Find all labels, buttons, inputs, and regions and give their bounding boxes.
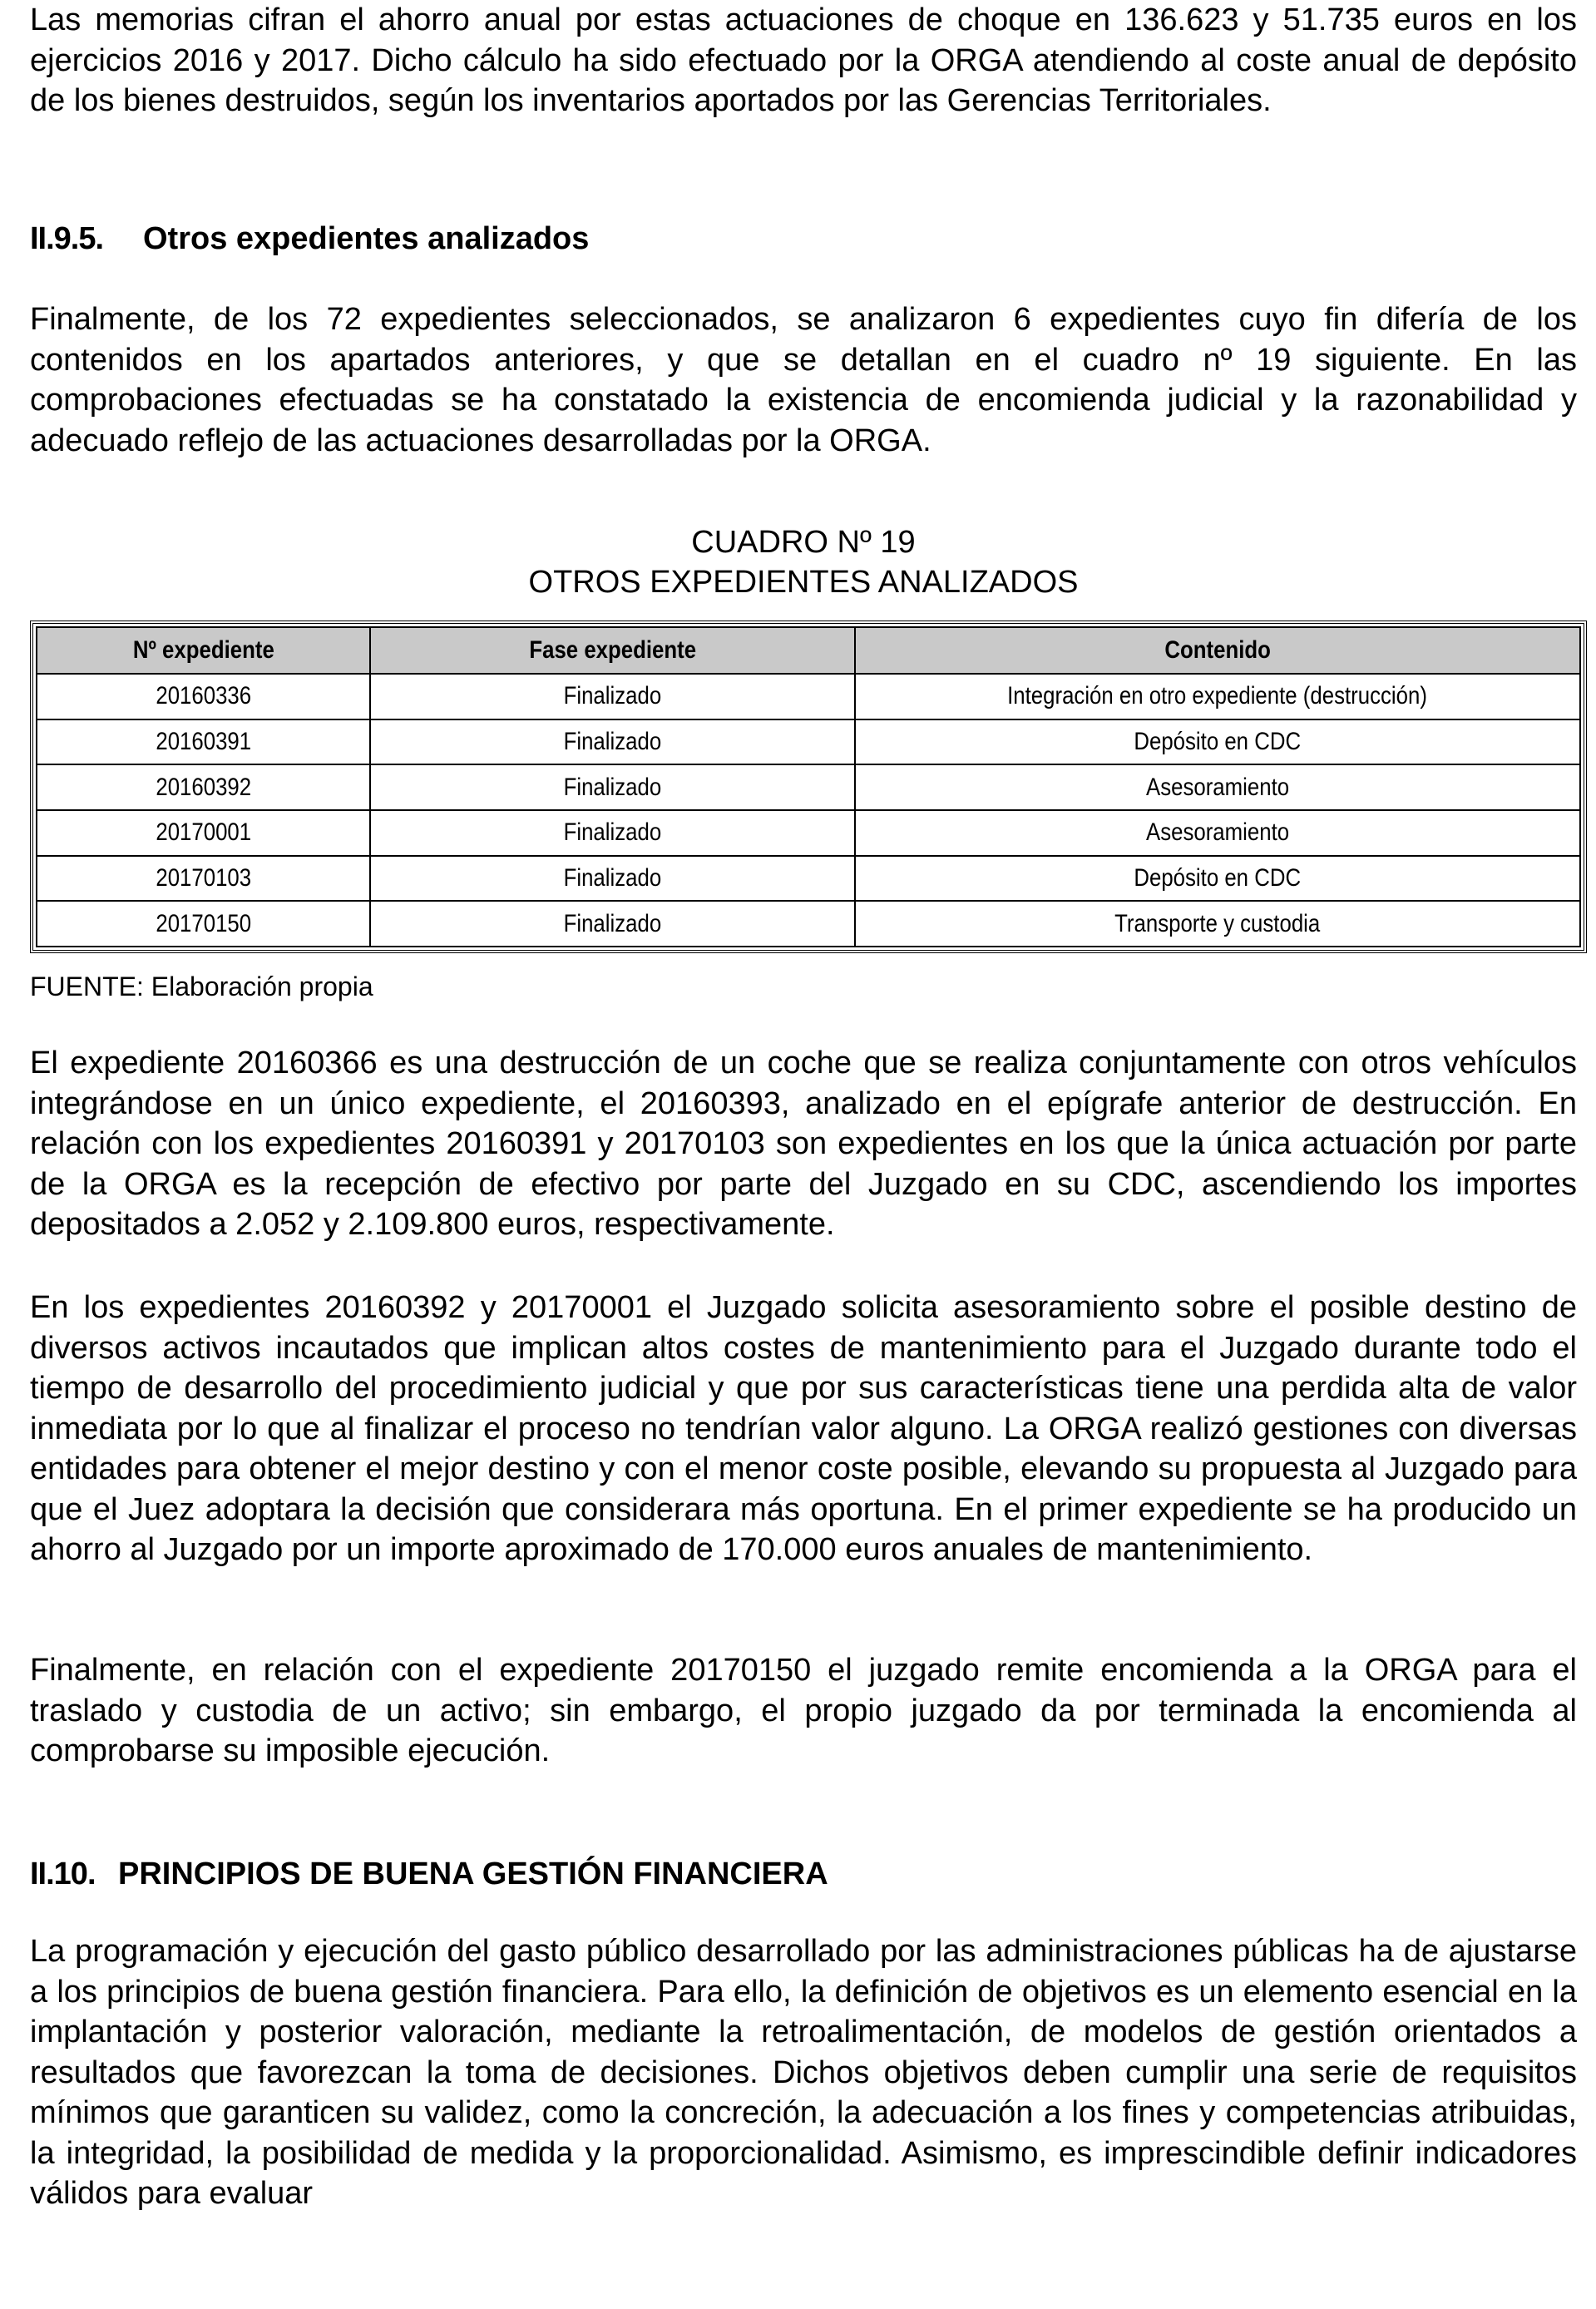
header-content: Contenido xyxy=(855,627,1580,674)
table-row xyxy=(37,719,1580,765)
table-row xyxy=(37,764,1580,810)
cell-content: Depósito en CDC xyxy=(855,719,1580,765)
paragraph-savings: Las memorias cifran el ahorro anual por estas actuaciones de choque en 136.623 y 51.735 euros en los ejercicios 2016 y 2017. Dicho cálculo ha sido efectuado por la ORGA atendiendo al coste anual de depósito de los bienes destruidos, según los inventarios aportados por las Gerencias Territoriales. xyxy=(30,2,1577,118)
table-source-note: FUENTE: Elaboración propia xyxy=(30,972,373,1001)
paragraph-financial-management: La programación y ejecución del gasto público desarrollado por las administraciones públicas ha de ajustarse a los principios de buena gestión financiera. Para ello, la definición de objetivos es un elemento esencial en la implantación y posterior valoración, mediante la retroalimentación, de modelos de gestión orientados a resultados que favorezcan la toma de decisiones. Dichos objetivos deben cumplir una serie de requisitos mínimos que garanticen su validez, como la concreción, la adecuación a los fines y competencias atribuidas, la integridad, la posibilidad de medida y la proporcionalidad. Asimismo, es imprescindible definir indicadores válidos para evaluar xyxy=(30,1934,1577,2211)
cell-file-number: 20160391 xyxy=(37,719,370,765)
table-row xyxy=(37,674,1580,719)
cell-file-number: 20170001 xyxy=(37,810,370,856)
table-row xyxy=(37,810,1580,856)
table-row xyxy=(37,856,1580,902)
table-caption-number: CUADRO Nº 19 xyxy=(691,525,916,560)
cell-file-phase: Finalizado xyxy=(370,764,855,810)
paragraph-intro-files: Finalmente, de los 72 expedientes seleccionados, se analizaron 6 expedientes cuyo fin difería de los contenidos en los apartados anteriores, y que se detallan en el cuadro nº 19 siguiente. En las comprobaciones efectuadas se ha constatado la existencia de encomienda judicial y la razonabilidad y adecuado reflejo de las actuaciones desarrolladas por la ORGA. xyxy=(30,302,1577,458)
section-heading-other-files xyxy=(30,221,589,257)
cell-file-phase: Finalizado xyxy=(370,810,855,856)
table-row xyxy=(37,901,1580,947)
cell-content: Asesoramiento xyxy=(855,810,1580,856)
cell-file-phase: Finalizado xyxy=(370,856,855,902)
files-table xyxy=(36,626,1581,947)
section-number: II.9.5. xyxy=(30,221,104,256)
section-heading-financial-principles xyxy=(30,1857,828,1892)
paragraph-transport-file: Finalmente, en relación con el expediente 20170150 el juzgado remite encomienda a la ORGA para el traslado y custodia de un activo; sin embargo, el propio juzgado da por terminada la encomienda al comprobarse su imposible ejecución. xyxy=(30,1653,1577,1768)
section-title: Otros expedientes analizados xyxy=(143,221,590,256)
paragraph-file-destruction: El expediente 20160366 es una destrucción de un coche que se realiza conjuntamente con otros vehículos integrándose en un único expediente, el 20160393, analizado en el epígrafe anterior de destrucción. En relación con los expedientes 20160391 y 20170103 son expedientes en los que la única actuación por parte de la ORGA es la recepción de efectivo por parte del Juzgado en su CDC, ascendiendo los importes depositados a 2.052 y 2.109.800 euros, respectivamente. xyxy=(30,1046,1577,1242)
cell-content: Transporte y custodia xyxy=(855,901,1580,947)
cell-file-number: 20170103 xyxy=(37,856,370,902)
section-number: II.10. xyxy=(30,1857,96,1891)
cell-file-phase: Finalizado xyxy=(370,674,855,719)
paragraph-advisory-files: En los expedientes 20160392 y 20170001 el Juzgado solicita asesoramiento sobre el posible destino de diversos activos incautados que implican altos costes de mantenimiento para el Juzgado durante todo el tiempo de desarrollo del procedimiento judicial y que por sus características tiene una perdida alta de valor inmediata por lo que al finalizar el proceso no tendrían valor alguno. La ORGA realizó gestiones con diversas entidades para obtener el mejor destino y con el menor coste posible, elevando su propuesta al Juzgado para que el Juez adoptara la decisión que considerara más oportuna. En el primer expediente se ha producido un ahorro al Juzgado por un importe aproximado de 170.000 euros anuales de mantenimiento. xyxy=(30,1290,1577,1567)
files-table-frame xyxy=(30,621,1587,953)
cell-content: Integración en otro expediente (destrucción) xyxy=(855,674,1580,719)
table-caption-title: OTROS EXPEDIENTES ANALIZADOS xyxy=(528,565,1079,600)
cell-content: Depósito en CDC xyxy=(855,856,1580,902)
cell-file-phase: Finalizado xyxy=(370,901,855,947)
cell-file-phase: Finalizado xyxy=(370,719,855,765)
header-file-number: Nº expediente xyxy=(37,627,370,674)
cell-file-number: 20170150 xyxy=(37,901,370,947)
cell-file-number: 20160392 xyxy=(37,764,370,810)
cell-file-number: 20160336 xyxy=(37,674,370,719)
section-title: PRINCIPIOS DE BUENA GESTIÓN FINANCIERA xyxy=(118,1857,828,1891)
header-file-phase: Fase expediente xyxy=(370,627,855,674)
cell-content: Asesoramiento xyxy=(855,764,1580,810)
table-header-row xyxy=(37,627,1580,674)
